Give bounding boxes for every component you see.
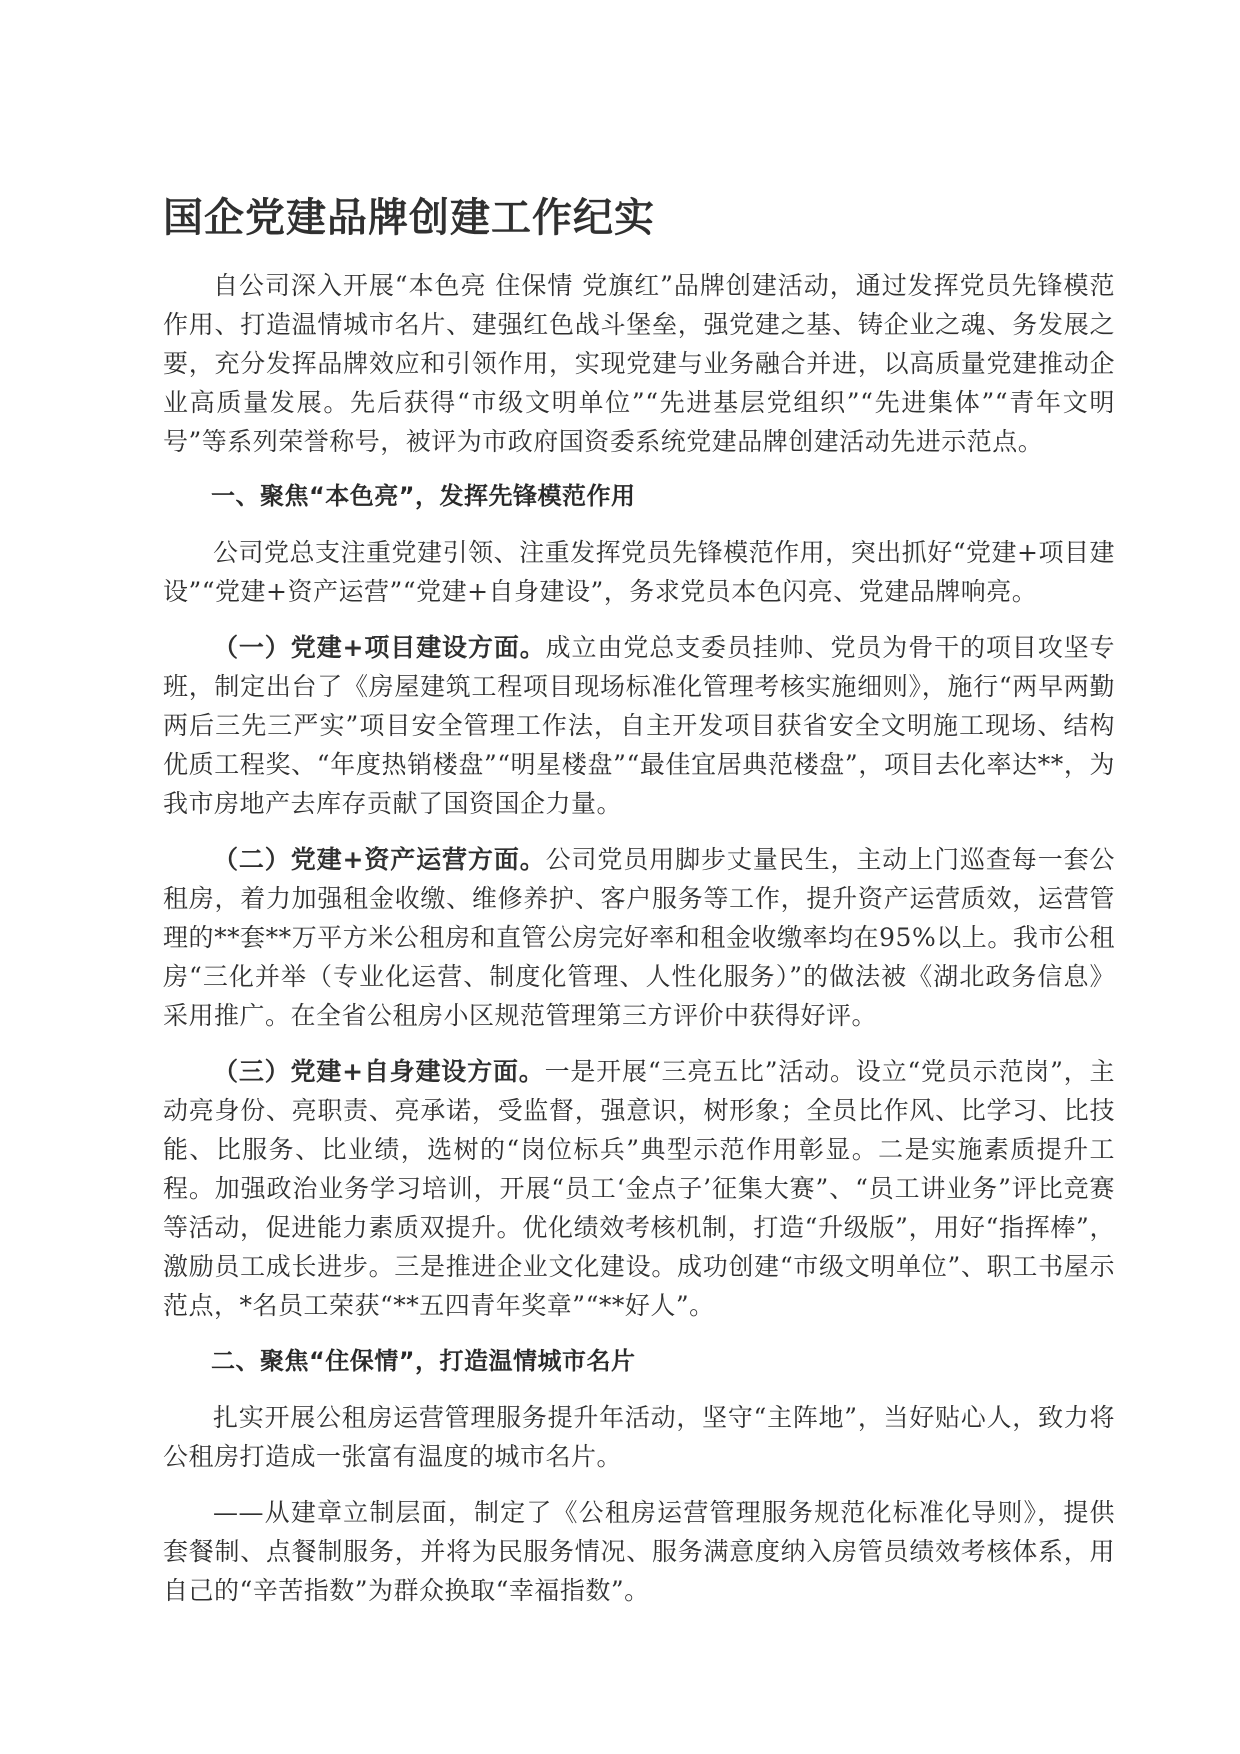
section-2-heading: 二、聚焦“住保情”，打造温情城市名片	[211, 1347, 636, 1375]
document-page	[163, 190, 1115, 1627]
intro-paragraph: 自公司深入开展“本色亮 住保情 党旗红”品牌创建活动，通过发挥党员先锋模范作用、打造温情城市名片、建强红色战斗堡垒，强党建之基、铸企业之魂、务发展之要，充分发挥品牌效应和引领作用，实现党建与业务融合并进，以高质量党建推动企业高质量发展。先后获得“市级文明单位”“先进基层党组织”“先进集体”“青年文明号”等系列荣誉称号，被评为市政府国资委系统党建品牌创建活动先进示范点。	[163, 271, 1115, 456]
section-1-item-1	[163, 628, 1115, 823]
document-title: 国企党建品牌创建工作纪实	[163, 195, 655, 241]
section-1-item-3	[163, 1052, 1115, 1325]
item-1-body: 成立由党总支委员挂帅、党员为骨干的项目攻坚专班，制定出台了《房屋建筑工程项目现场标准化管理考核实施细则》，施行“两早两勤两后三先三严实”项目安全管理工作法，自主开发项目获省安全文明施工现场、结构优质工程奖、“年度热销楼盘”“明星楼盘”“最佳宜居典范楼盘”，项目去化率达**，为我市房地产去库存贡献了国资国企力量。	[163, 633, 1115, 818]
section-2-summary: 扎实开展公租房运营管理服务提升年活动，坚守“主阵地”，当好贴心人，致力将公租房打造成一张富有温度的城市名片。	[163, 1403, 1115, 1471]
item-2-body: 公司党员用脚步丈量民生，主动上门巡查每一套公租房，着力加强租金收缴、维修养护、客户服务等工作，提升资产运营质效，运营管理的**套**万平方米公租房和直管公房完好率和租金收缴率均在95%以上。我市公租房“三化并举（专业化运营、制度化管理、人性化服务）”的做法被《湖北政务信息》采用推广。在全省公租房小区规范管理第三方评价中获得好评。	[163, 845, 1115, 1030]
section-1-heading: 一、聚焦“本色亮”，发挥先锋模范作用	[211, 482, 636, 510]
item-2-lead: （二）党建+资产运营方面。	[213, 845, 546, 874]
item-1-lead: （一）党建+项目建设方面。	[213, 633, 546, 662]
section-2-point-1: ——从建章立制层面，制定了《公租房运营管理服务规范化标准化导则》，提供套餐制、点餐制服务，并将为民服务情况、服务满意度纳入房管员绩效考核体系，用自己的“辛苦指数”为群众换取“幸福指数”。	[163, 1498, 1115, 1605]
section-1-summary: 公司党总支注重党建引领、注重发挥党员先锋模范作用，突出抓好“党建+项目建设”“党建+资产运营”“党建+自身建设”，务求党员本色闪亮、党建品牌响亮。	[163, 538, 1115, 606]
section-1-item-2	[163, 840, 1115, 1035]
item-3-lead: （三）党建+自身建设方面。	[213, 1057, 545, 1086]
item-3-body: 一是开展“三亮五比”活动。设立“党员示范岗”，主动亮身份、亮职责、亮承诺，受监督，强意识，树形象；全员比作风、比学习、比技能、比服务、比业绩，选树的“岗位标兵”典型示范作用彰显。二是实施素质提升工程。加强政治业务学习培训，开展“员工‘金点子’征集大赛”、“员工讲业务”评比竞赛等活动，促进能力素质双提升。优化绩效考核机制，打造“升级版”，用好“指挥棒”，激励员工成长进步。三是推进企业文化建设。成功创建“市级文明单位”、职工书屋示范点，*名员工荣获“**五四青年奖章”“**好人”。	[163, 1057, 1116, 1320]
